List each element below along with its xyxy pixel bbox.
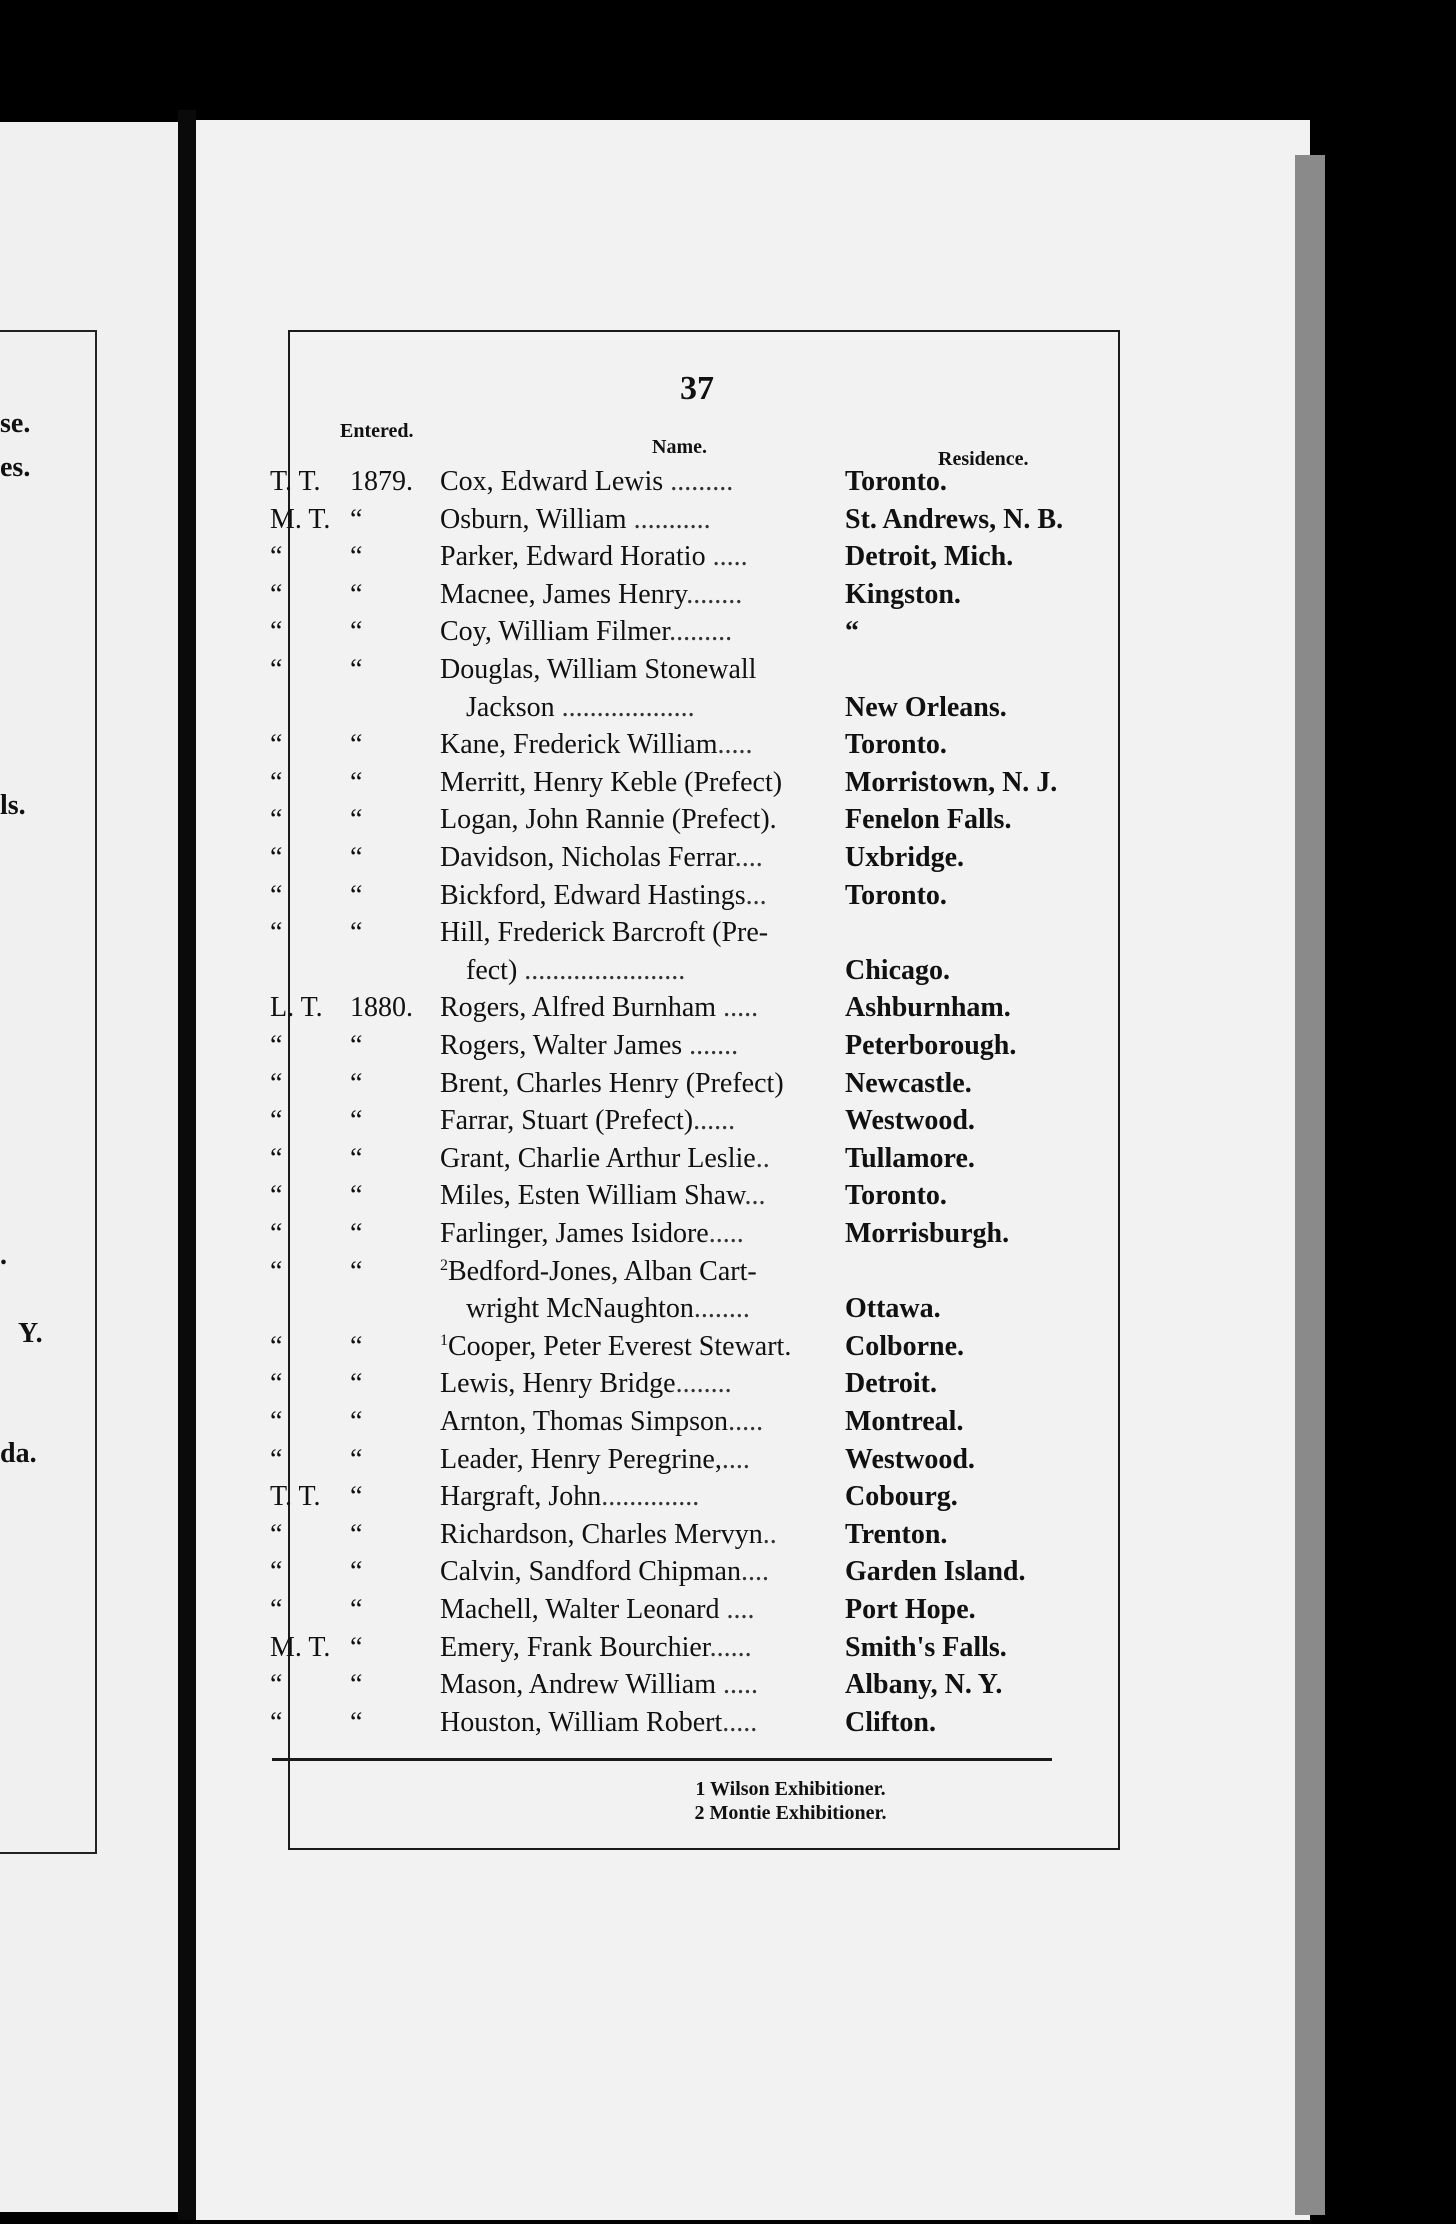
leader-dots: ....................... [517,954,686,986]
entered-year: “ [350,503,363,535]
entered-year: “ [350,654,363,685]
residence: Peterborough. [845,1030,1017,1061]
table-row [270,842,1110,880]
entered-term: “ [270,1556,283,1588]
table-row [270,992,1110,1030]
student-name [440,1594,880,1626]
student-name-text: Hill, Frederick Barcroft (Pre- [440,917,769,949]
residence: Newcastle. [845,1067,972,1099]
residence: Detroit, Mich. [845,541,1014,573]
leader-dots: ..... [705,541,748,573]
residence: Montreal. [845,1406,964,1437]
facing-page-fragment: se. [0,408,31,439]
residence: Chicago. [845,954,950,986]
leader-dots: .... [734,842,763,873]
entered-term: “ [270,1030,283,1061]
student-name [440,1180,880,1212]
residence: Ottawa. [845,1293,941,1325]
entered-term: “ [270,1443,283,1475]
residence: Colborne. [845,1330,964,1362]
leader-dots: ........ [693,1293,750,1325]
student-name-text: Macnee, James Henry [440,578,687,610]
entered-term: “ [270,654,283,685]
residence: Clifton. [845,1706,936,1738]
entered-term: “ [270,616,283,648]
entered-term: “ [270,804,283,836]
leader-dots: ..... [716,992,759,1024]
table-row [270,1030,1110,1068]
entered-year: “ [350,1406,363,1437]
leader-dots: ....... [682,1030,739,1061]
student-name-text: Calvin, Sandford Chipman [440,1556,741,1588]
student-name [440,729,880,761]
footnote-marker: 1 [440,1331,448,1349]
table-row [270,1669,1110,1707]
student-name-text: Bickford, Edward Hastings [440,879,746,911]
table-row [270,579,1110,617]
table-row [270,767,1110,805]
table-row [270,1143,1110,1181]
entered-year: “ [350,1180,363,1212]
student-name [440,616,880,648]
table-row [270,1105,1110,1143]
residence: Port Hope. [845,1594,976,1625]
leader-dots: ................... [554,691,695,723]
table-row [270,1519,1110,1557]
residence: Detroit. [845,1368,937,1400]
student-name [440,504,880,536]
student-name [440,1105,880,1137]
entered-term: T. T. [270,466,321,497]
residence: Uxbridge. [845,842,964,873]
table-row [270,1632,1110,1670]
entered-year: “ [350,1669,363,1701]
entered-year: “ [350,804,363,836]
entered-term: T. T. [270,1481,321,1513]
name-header: Name. [652,436,707,458]
table-row [270,1068,1110,1106]
table-row [270,1707,1110,1745]
table-row [270,616,1110,654]
student-name [440,917,880,949]
leader-dots: .............. [601,1481,700,1513]
residence: Toronto. [845,879,947,911]
table-row [270,1293,1110,1331]
residence: Morrisburgh. [845,1218,1010,1249]
entered-year: “ [350,1631,363,1663]
student-name-text: Arnton, Thomas Simpson [440,1406,729,1437]
entered-year: “ [350,616,363,648]
student-name [440,1368,880,1400]
student-name-text: Rogers, Alfred Burnham [440,992,717,1024]
entered-header: Entered. [340,420,414,442]
footnote-marker: 2 [440,1256,448,1274]
student-name-text: Leader, Henry Peregrine, [440,1443,722,1475]
student-name-text: Farrar, Stuart (Prefect) [440,1105,694,1137]
residence-header: Residence. [938,448,1029,470]
table-row [270,1594,1110,1632]
student-name-text: Coy, William Filmer [440,616,670,648]
residence: Morristown, N. J. [845,766,1058,798]
student-name [440,579,880,611]
residence: Westwood. [845,1443,975,1475]
leader-dots: ... [744,1180,766,1212]
leader-dots: .. [755,1142,770,1174]
residence: Toronto. [845,1180,947,1212]
footnote: 2 Montie Exhibitioner. [694,1802,887,1824]
residence: Toronto. [845,729,947,761]
leader-dots: ..... [717,729,753,761]
student-name [466,955,906,987]
leader-dots: ........... [626,503,711,535]
entered-year: “ [350,1443,363,1475]
student-name-text: Cox, Edward Lewis [440,466,664,497]
entered-year: “ [350,1067,363,1099]
table-row [270,1406,1110,1444]
residence: Smith's Falls. [845,1631,1007,1663]
student-name [440,654,880,686]
entered-term: L. T. [270,992,323,1024]
entered-year: “ [350,541,363,573]
student-name [440,1406,880,1438]
entered-year: “ [350,729,363,761]
entered-term: “ [270,729,283,761]
table-row [270,466,1110,504]
table-row [270,917,1110,955]
table-row [270,955,1110,993]
facing-page-fragment: es. [0,452,31,483]
entered-year: “ [350,766,363,798]
student-name [440,1256,880,1288]
entered-term: “ [270,879,283,911]
student-name [466,692,906,724]
student-name [440,1481,880,1513]
table-row [270,541,1110,579]
student-name-text: Houston, William Robert [440,1706,723,1738]
student-name-text: Farlinger, James Isidore [440,1218,709,1249]
entered-year: “ [350,1706,363,1738]
entered-year: 1879. [350,466,413,497]
table-row [270,880,1110,918]
student-name-text: Lewis, Henry Bridge [440,1368,676,1400]
student-name [440,767,880,799]
student-name [440,1444,880,1476]
student-name-text: fect) [466,954,518,986]
entered-term: “ [270,1406,283,1437]
leader-dots: ..... [728,1406,764,1437]
table-row [270,1180,1110,1218]
entered-year: “ [350,917,363,949]
page-edge [1295,155,1325,2215]
entered-term: “ [270,1180,283,1212]
residence: Garden Island. [845,1556,1026,1588]
book-spine [178,110,196,2220]
residence: New Orleans. [845,691,1007,723]
student-name-text: Douglas, William Stonewall [440,654,757,685]
table-row [270,1444,1110,1482]
leader-dots: ......... [669,616,733,648]
student-name-text: Kane, Frederick William [440,729,718,761]
student-name [440,1556,880,1588]
leader-dots: .... [719,1594,755,1625]
leader-dots: .. [762,1518,777,1550]
entered-year: “ [350,1330,363,1362]
student-name [440,1030,880,1062]
entered-term: M. T. [270,503,331,535]
residence: Kingston. [845,578,961,610]
student-name-text: Rogers, Walter James [440,1030,683,1061]
student-name-text: Jackson [466,691,555,723]
student-name [440,1632,880,1664]
entered-term: “ [270,917,283,949]
student-name [440,541,880,573]
entered-year: “ [350,1368,363,1400]
entered-term: “ [270,842,283,873]
table-row [270,504,1110,542]
entered-year: “ [350,1030,363,1061]
table-row [270,1218,1110,1256]
student-name-text: Brent, Charles Henry (Prefect) [440,1067,784,1099]
residence: Cobourg. [845,1481,958,1513]
residence: Tullamore. [845,1142,975,1174]
entered-year: “ [350,1518,363,1550]
student-name [466,1293,906,1325]
table-row [270,1331,1110,1369]
entered-term: “ [270,1330,283,1362]
student-name [440,466,880,498]
student-name-text: Machell, Walter Leonard [440,1594,720,1625]
student-name-text: Hargraft, John [440,1481,602,1513]
entered-year: “ [350,1218,363,1249]
entered-term: “ [270,578,283,610]
leader-dots: .... [721,1443,750,1475]
entered-term: “ [270,766,283,798]
student-name-text: Logan, John Rannie (Prefect). [440,804,777,836]
student-name [440,992,880,1024]
entered-year: “ [350,578,363,610]
table-row [270,1368,1110,1406]
table-row [270,1556,1110,1594]
entered-term: “ [270,1368,283,1400]
entered-year: “ [350,1481,363,1513]
student-name [440,804,880,836]
table-row [270,729,1110,767]
residence: St. Andrews, N. B. [845,503,1064,535]
entered-year: “ [350,842,363,873]
entered-term: “ [270,541,283,573]
student-name [440,1143,880,1175]
student-name-text: Mason, Andrew William [440,1669,716,1701]
facing-page-frame [0,330,97,1854]
facing-page-fragment: da. [0,1438,37,1469]
entered-term: “ [270,1067,283,1099]
student-name-text: Bedford-Jones, Alban Cart- [448,1255,757,1287]
student-name-text: Grant, Charlie Arthur Leslie [440,1142,756,1174]
entered-year: “ [350,1594,363,1625]
student-name-text: Richardson, Charles Mervyn [440,1518,763,1550]
table-row [270,692,1110,730]
student-name-text: Parker, Edward Horatio [440,541,706,573]
footnote-rule [272,1758,1052,1761]
entered-term: “ [270,1518,283,1550]
entered-year: “ [350,1105,363,1137]
facing-page-fragment: ls. [0,790,26,821]
student-name-text: Davidson, Nicholas Ferrar [440,842,735,873]
leader-dots: ...... [709,1631,752,1663]
table-row [270,654,1110,692]
leader-dots: ..... [708,1218,744,1249]
residence: “ [845,616,859,648]
table-row [270,1481,1110,1519]
entered-term: “ [270,1669,283,1701]
entered-term: “ [270,1218,283,1249]
student-name [440,842,880,874]
entered-year: “ [350,1556,363,1588]
entered-term: “ [270,1105,283,1137]
student-name-text: Merritt, Henry Keble (Prefect) [440,766,783,798]
leader-dots: ... [745,879,767,911]
entered-term: “ [270,1255,283,1287]
entered-term: M. T. [270,1631,331,1663]
student-name-text: Osburn, William [440,503,627,535]
student-name-text: wright McNaughton [466,1293,694,1325]
leader-dots: ..... [722,1706,758,1738]
facing-page-fragment: Y. [18,1318,43,1349]
entered-term: “ [270,1706,283,1738]
entered-year: “ [350,1142,363,1174]
entered-year: “ [350,1255,363,1287]
leader-dots: ........ [686,578,743,610]
page-number: 37 [680,370,714,407]
entered-term: “ [270,1142,283,1174]
student-name [440,1068,880,1100]
student-name [440,880,880,912]
student-name-text: Miles, Esten William Shaw [440,1180,745,1212]
residence: Albany, N. Y. [845,1669,1003,1701]
leader-dots: .... [740,1556,769,1588]
student-name [440,1669,880,1701]
student-name [440,1519,880,1551]
student-name-text: Cooper, Peter Everest Stewart. [448,1330,792,1362]
entered-year: 1880. [350,992,413,1024]
student-name [440,1707,880,1739]
entered-year: “ [350,879,363,911]
residence: Toronto. [845,466,947,497]
residence: Trenton. [845,1518,948,1550]
leader-dots: ..... [716,1669,758,1701]
student-name-text: Emery, Frank Bourchier [440,1631,710,1663]
residence: Ashburnham. [845,992,1011,1024]
entered-term: “ [270,1594,283,1625]
footnote: 1 Wilson Exhibitioner. [695,1778,886,1800]
facing-page-fragment: . [0,1240,7,1271]
leader-dots: ......... [663,466,734,497]
table-row [270,1256,1110,1294]
leader-dots: ...... [693,1105,736,1137]
student-name [440,1218,880,1250]
leader-dots: ........ [675,1368,732,1400]
residence: Westwood. [845,1105,975,1137]
residence: Fenelon Falls. [845,804,1012,836]
student-name [440,1331,880,1363]
table-row [270,804,1110,842]
